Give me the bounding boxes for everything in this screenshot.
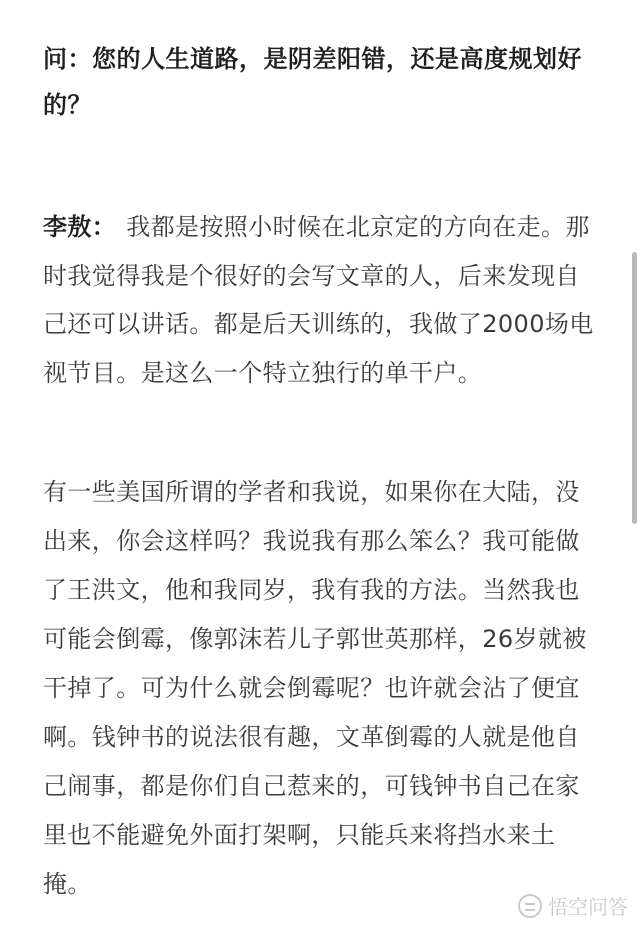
watermark: [518, 891, 628, 920]
answer-text: 我都是按照小时候在北京定的方向在走。那时我觉得我是个很好的会写文章的人，后来发现自己还可以讲话。都是后天训练的，我做了2000场电视节目。是这么一个特立独行的单干户。: [43, 213, 594, 387]
body-paragraph: 有一些美国所谓的学者和我说，如果你在大陆，没出来，你会这样吗？我说我有那么笨么？我可能做了王洪文，他和我同岁，我有我的方法。当然我也可能会倒霉，像郭沫若儿子郭世英那样，26岁就被干掉了。可为什么就会倒霉呢？也许就会沾了便宜啊。钱钟书的说法很有趣，文革倒霉的人就是他自己闹事，都是你们自己惹来的，可钱钟书自己在家里也不能避免外面打架啊，只能兵来将挡水来土掩。: [43, 478, 587, 898]
question-heading: 问：您的人生道路，是阴差阳错，还是高度规划好的？: [43, 45, 582, 119]
scrollbar[interactable]: [632, 252, 637, 524]
speaker-label: 李敖：: [43, 213, 117, 241]
watermark-text: 悟空问答: [548, 895, 628, 919]
answer-paragraph: [43, 203, 603, 397]
chat-bubble-icon: [518, 894, 542, 918]
